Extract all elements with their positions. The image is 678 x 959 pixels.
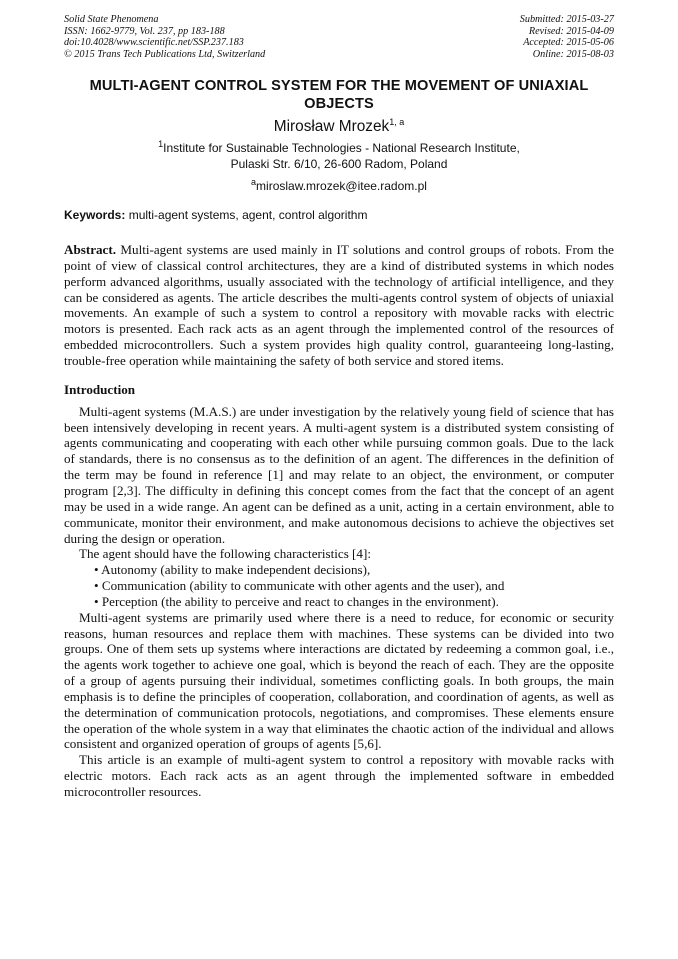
- affiliation: [64, 140, 614, 172]
- introduction-heading: Introduction: [64, 381, 136, 397]
- paper-page: [64, 14, 614, 800]
- characteristic-bullet-communication: • Communication (ability to communicate with other agents and the user), and: [94, 578, 505, 594]
- author-line: [64, 117, 614, 137]
- abstract: [64, 242, 614, 369]
- keywords: [64, 207, 614, 223]
- author-superscript: 1, a: [389, 116, 405, 127]
- date-revised: Revised: 2015-04-09: [528, 25, 614, 37]
- keywords-text: multi-agent systems, agent, control algorithm: [128, 208, 368, 222]
- introduction-body: [64, 404, 614, 800]
- journal-info: [64, 14, 265, 60]
- characteristic-bullet-perception: • Perception (the ability to perceive and react to changes in the environment).: [94, 593, 499, 609]
- publication-dates: [520, 14, 614, 60]
- introduction-paragraph-3: Multi-agent systems are primarily used where there is a need to reduce, for economic or security reasons, human resources and replace them with machines. These systems can be divided into two groups. One of them sets up systems where interactions are dictated by redeeming a common goal, i.e., the agents work together to achieve one goal, which is beyond the reach of each. They are the opposite of a group of agents pursuing their individual, sometimes conflicting goals. In both groups, the main emphasis is to define the principles of cooperation, collaboration, and coordination of agents, as well as the determination of communication protocols, negotiations, and compromises. These elements ensure the operation of the whole system in a way that eliminates the chaotic action of the individual and allows consistent and organized operation of groups of agents [5,6].: [64, 609, 614, 752]
- journal-doi: doi:10.4028/www.scientific.net/SSP.237.183: [64, 37, 244, 48]
- date-submitted: Submitted: 2015-03-27: [519, 14, 614, 25]
- journal-copyright: © 2015 Trans Tech Publications Ltd, Switzerland: [64, 48, 266, 60]
- characteristic-bullet-autonomy: • Autonomy (ability to make independent decisions),: [94, 562, 371, 578]
- email-address: miroslaw.mrozek@itee.radom.pl: [256, 179, 427, 193]
- journal-issn: ISSN: 1662-9779, Vol. 237, pp 183-188: [64, 25, 225, 37]
- journal-header: [64, 14, 614, 60]
- affiliation-institute: Institute for Sustainable Technologies - National Research Institute,: [163, 141, 520, 155]
- introduction-paragraph-2: The agent should have the following characteristics [4]:: [79, 546, 371, 562]
- abstract-label: Abstract.: [64, 242, 116, 257]
- abstract-text: Multi-agent systems are used mainly in IT solutions and control groups of robots. From the point of view of classical control architectures, they are a kind of distributed systems in which nodes perform advanced algorithms, usually associated with the technology of artificial intelligence, and they can be considered as agents. The article describes the multi-agents control system of objects of uniaxial movements. An example of such a system to control a repository with movable racks with electric motors is presented. Each rack acts as an agent through the implemented control of the resources of embedded microcontrollers. Such a system provides high quality control, guaranteeing long-lasting, trouble-free operation while maintaining the safety of both service and stored items.: [64, 242, 614, 368]
- affiliation-line-2: Pulaski Str. 6/10, 26-600 Radom, Poland: [230, 157, 448, 171]
- author-name: Mirosław Mrozek: [273, 118, 390, 135]
- journal-name: Solid State Phenomena: [64, 14, 159, 25]
- date-accepted: Accepted: 2015-05-06: [523, 37, 614, 48]
- introduction-paragraph-4: This article is an example of multi-agent system to control a repository with movable racks with electric motors. Each rack acts as an agent through the implemented software in embedded microcontroller resources.: [64, 752, 614, 799]
- keywords-label: Keywords:: [64, 208, 126, 222]
- email-superscript: a: [251, 177, 257, 187]
- introduction-paragraph-1: Multi-agent systems (M.A.S.) are under investigation by the relatively young field of science that has been intensively developing in recent years. A multi-agent system is a distributed system consisting of agents communicating and cooperating with each other while pursuing common goals. Due to the lack of standards, there is no consensus as to the definition of an agent. The differences in the definition of the term may be found in reference [1] and may relate to an object, the environment, or computer program [2,3]. The difficulty in defining this concept comes from the fact that the concept of an agent may be used in a wide range. An agent can be defined as a unit, acting in a certain environment, able to communicate, monitor their environment, and make autonomous decisions to achieve the objectives set during the design or operation.: [64, 403, 614, 546]
- email-line: [64, 178, 614, 194]
- paper-title: MULTI-AGENT CONTROL SYSTEM FOR THE MOVEMENT OF UNIAXIAL OBJECTS: [89, 78, 589, 112]
- date-online: Online: 2015-08-03: [532, 48, 614, 60]
- affiliation-line-1: [64, 140, 614, 156]
- affiliation-superscript: 1: [158, 139, 164, 149]
